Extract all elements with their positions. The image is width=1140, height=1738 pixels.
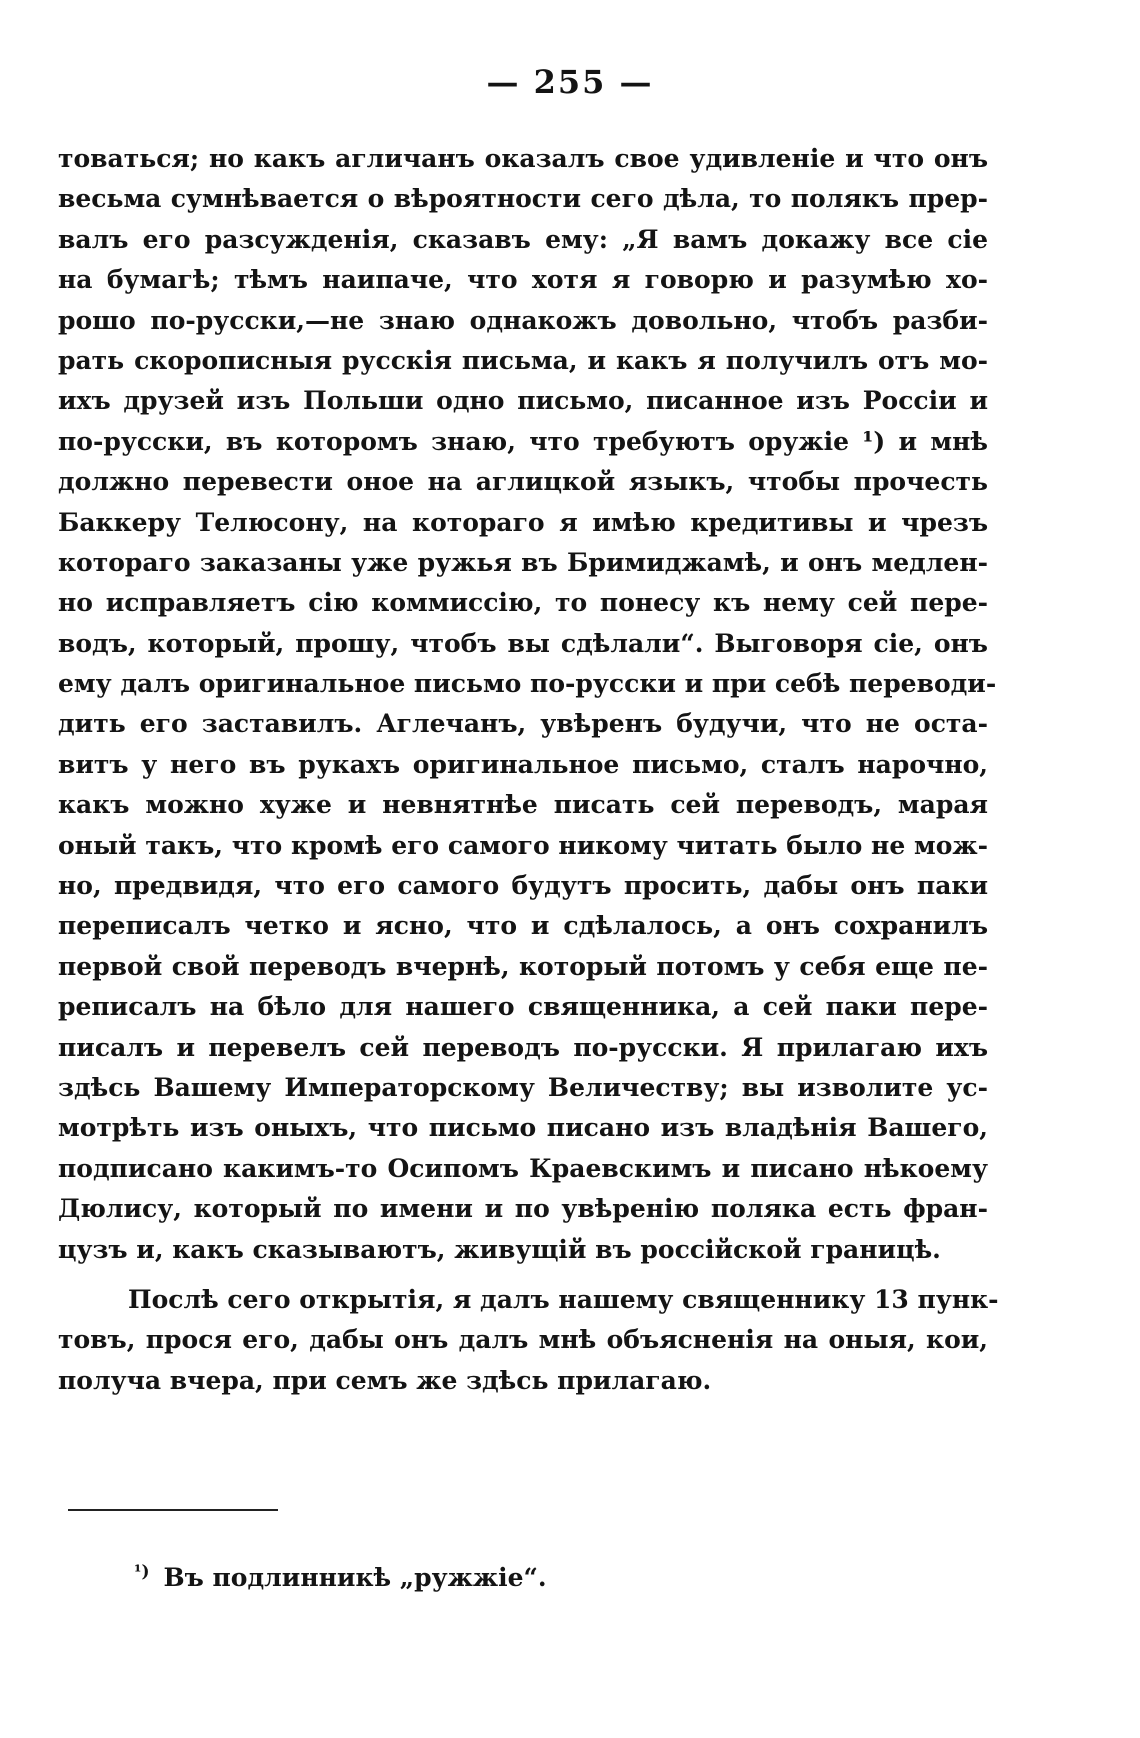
text-line: должно перевести оное на аглицкой языкъ, чтобы прочесть [58,467,988,497]
text-line: весьма сумнѣвается о вѣроятности сего дѣла, то полякъ прер- [58,184,988,214]
text-line: на бумагѣ; тѣмъ наипаче, что хотя я говорю и разумѣю хо- [58,265,988,295]
footnote-text: Въ подлинникѣ „ружжіе“. [163,1563,547,1592]
text-line: но, предвидя, что его самого будутъ просить, дабы онъ паки [58,871,988,901]
text-line: получа вчера, при семъ же здѣсь прилагаю. [58,1365,712,1395]
text-line: какъ можно хуже и невнятнѣе писать сей переводъ, марая [58,790,988,820]
text-line: Дюлису, который по имени и по увѣренію поляка есть фран- [58,1194,988,1224]
text-line: цузъ и, какъ сказываютъ, живущій въ россійской границѣ. [58,1234,941,1264]
text-line: здѣсь Вашему Императорскому Величеству; вы изволите ус- [58,1072,988,1102]
text-line: валъ его разсужденія, сказавъ ему: „Я вамъ докажу все сіе [58,224,988,254]
paragraph [58,1280,999,1401]
text-line: ему далъ оригинальное письмо по-русски и при себѣ переводи- [58,669,997,699]
text-line: товъ, прося его, дабы онъ далъ мнѣ объясненія на оныя, кои, [58,1325,988,1355]
footnote-divider [68,1509,278,1511]
text-line: водъ, который, прошу, чтобъ вы сдѣлали“. Выговоря сіе, онъ [58,628,988,658]
footnote-marker: ¹) [134,1561,150,1582]
text-line: рать скорописныя русскія письма, и какъ я получилъ отъ мо- [58,345,988,375]
text-line: Баккеру Телюсону, на котораго я имѣю кредитивы и чрезъ [58,507,988,537]
text-line: мотрѣть изъ оныхъ, что письмо писано изъ владѣнія Вашего, [58,1113,988,1143]
text-line: ихъ друзей изъ Польши одно письмо, писанное изъ Россіи и [58,386,988,416]
text-line: подписано какимъ-то Осипомъ Краевскимъ и писано нѣкоему [58,1153,988,1183]
text-line: Послѣ сего открытія, я далъ нашему священнику 13 пунк- [128,1284,999,1314]
page-number: — 255 — [486,63,654,101]
text-line: товаться; но какъ агличанъ оказалъ свое удивленіе и что онъ [58,144,988,173]
text-line: рошо по-русски,—не знаю однакожъ довольно, чтобъ разби- [58,305,988,335]
text-line: витъ у него въ рукахъ оригинальное письмо, сталъ нарочно, [58,749,988,779]
text-line: реписалъ на бѣло для нашего священника, а сей паки пере- [58,992,988,1022]
text-line: но исправляетъ сію коммиссію, то понесу къ нему сей пере- [58,588,988,618]
text-line: котораго заказаны уже ружья въ Бримиджамѣ, и онъ медлен- [58,547,988,577]
text-line: оный такъ, что кромѣ его самого никому читать было не мож- [58,830,988,860]
text-line: дить его заставилъ. Аглечанъ, увѣренъ будучи, что не оста- [58,709,988,739]
body-text [58,139,999,1401]
text-line: по-русски, въ которомъ знаю, что требуютъ оружіе ¹) и мнѣ [58,426,988,456]
paragraph [58,139,997,1270]
text-line: переписалъ четко и ясно, что и сдѣлалось, а онъ сохранилъ [58,911,988,941]
text-line: писалъ и перевелъ сей переводъ по-русски. Я прилагаю ихъ [58,1032,988,1062]
text-line: первой свой переводъ вчернѣ, который потомъ у себя еще пе- [58,951,988,981]
footnote [134,1558,547,1598]
